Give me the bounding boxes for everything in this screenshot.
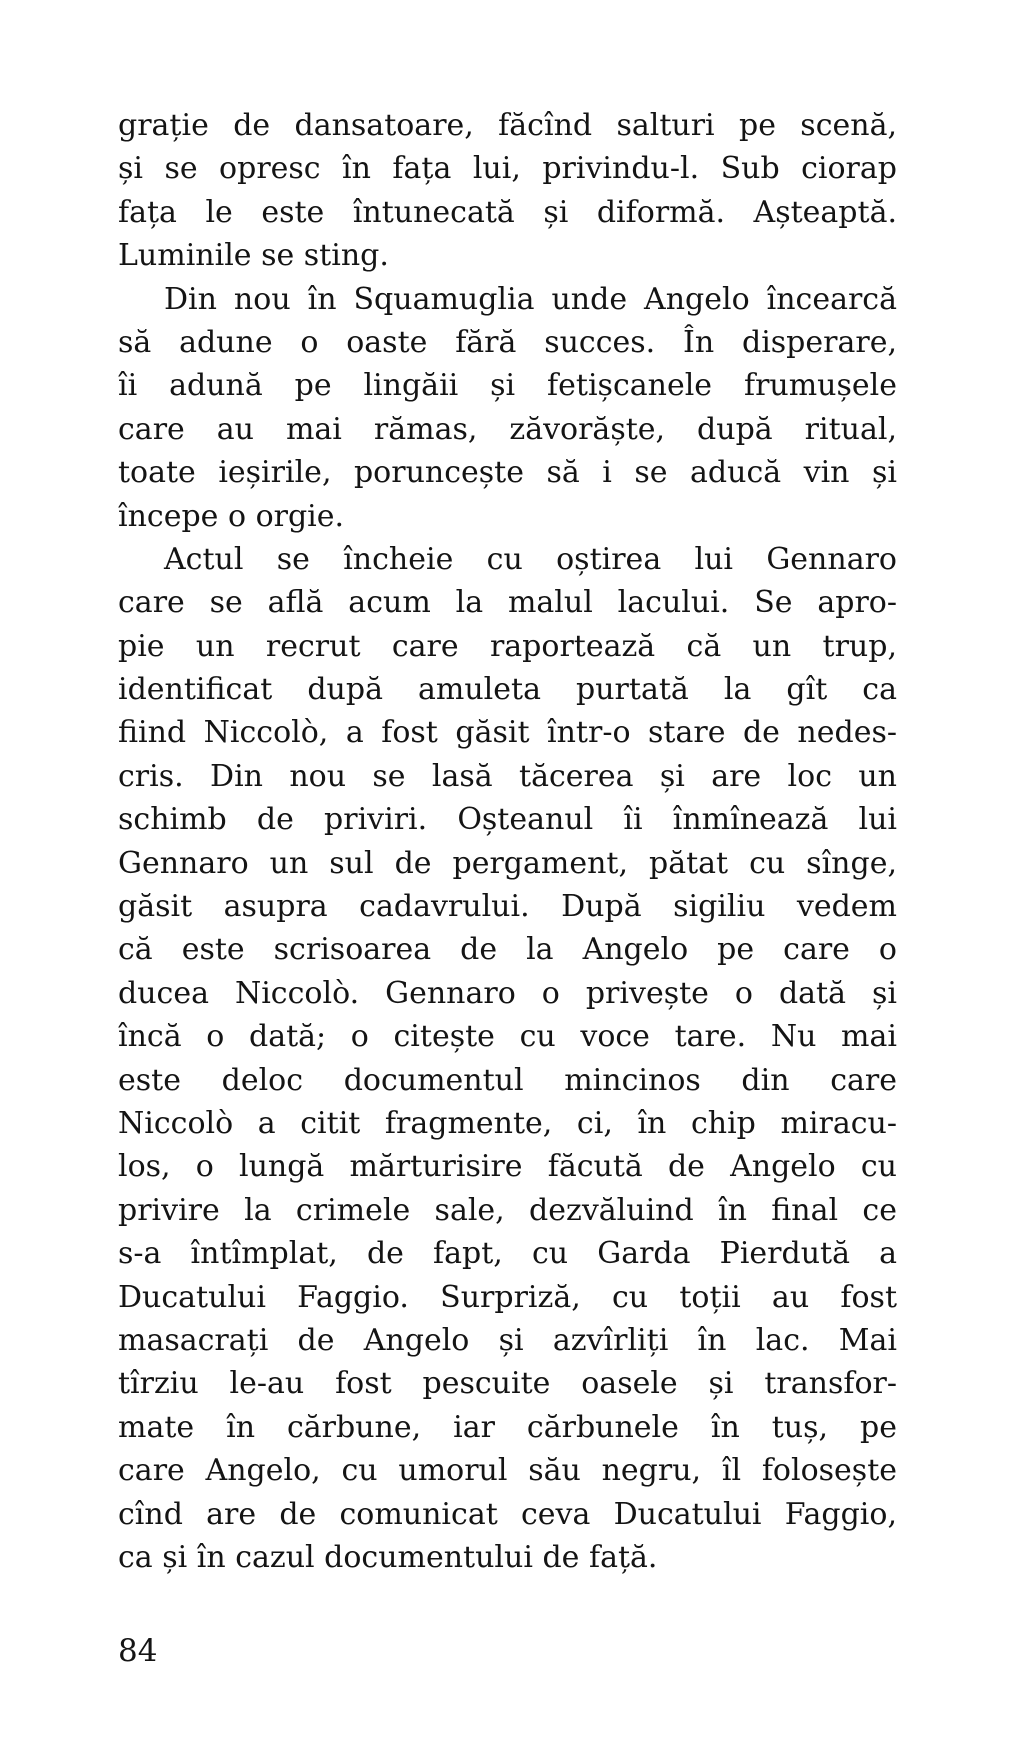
text-line: să adune o oaste fără succes. În disperare, [118,324,897,360]
text-line: care au mai rămas, zăvorăște, după ritual, [118,411,897,447]
text-line: fiind Niccolò, a fost găsit într-o stare de nedes- [118,715,897,751]
text-line: s-a întîmplat, de fapt, cu Garda Pierdută a [118,1236,897,1272]
text-line: ducea Niccolò. Gennaro o privește o dată și [118,975,897,1011]
text-line: ca și în cazul documentului de față. [118,1539,658,1575]
text-line: grație de dansatoare, făcînd salturi pe scenă, [118,108,897,143]
text-line: care Angelo, cu umorul său negru, îl folosește [118,1453,897,1489]
text-line: tîrziu le-au fost pescuite oasele și transfor- [118,1366,897,1402]
text-line: toate ieșirile, poruncește să i se aducă vin și [118,455,897,491]
text-line: Luminile se sting. [118,238,389,274]
text-line: că este scrisoarea de la Angelo pe care o [118,932,897,968]
text-line: și se opresc în fața lui, privindu-l. Sub ciorap [118,151,897,187]
text-line: mate în cărbune, iar cărbunele în tuș, pe [118,1409,897,1445]
text-line: începe o orgie. [118,498,345,534]
text-line: schimb de priviri. Oșteanul îi înmînează lui [118,802,897,838]
text-line: încă o dată; o citește cu voce tare. Nu mai [118,1019,897,1055]
text-line: Ducatului Faggio. Surpriză, cu toții au fost [118,1279,897,1315]
text-line: găsit asupra cadavrului. După sigiliu vedem [118,889,897,925]
text-line: masacrați de Angelo și azvîrliți în lac. Mai [118,1322,897,1358]
text-line: care se află acum la malul lacului. Se apro- [118,585,897,621]
text-line: Din nou în Squamuglia unde Angelo încearcă [164,281,897,317]
text-line: fața le este întunecată și diformă. Așteaptă. [118,194,897,230]
text-line: Niccolò a citit fragmente, ci, în chip miracu- [118,1105,897,1141]
text-line: privire la crimele sale, dezvăluind în final ce [118,1192,897,1228]
text-line: identificat după amuleta purtată la gît ca [118,672,897,708]
text-line: cînd are de comunicat ceva Ducatului Faggio, [118,1496,897,1532]
text-line: este deloc documentul mincinos din care [118,1062,897,1098]
text-line: îi adună pe lingăii și fetișcanele frumușele [118,368,897,404]
text-block [118,104,897,1579]
text-line: Gennaro un sul de pergament, pătat cu sînge, [118,845,897,881]
text-line: pie un recrut care raportează că un trup, [118,628,897,664]
text-line: Actul se încheie cu oștirea lui Gennaro [164,541,897,577]
text-line: los, o lungă mărturisire făcută de Angelo cu [118,1149,897,1185]
text-line: cris. Din nou se lasă tăcerea și are loc un [118,758,897,794]
page-number: 84 [118,1633,158,1669]
